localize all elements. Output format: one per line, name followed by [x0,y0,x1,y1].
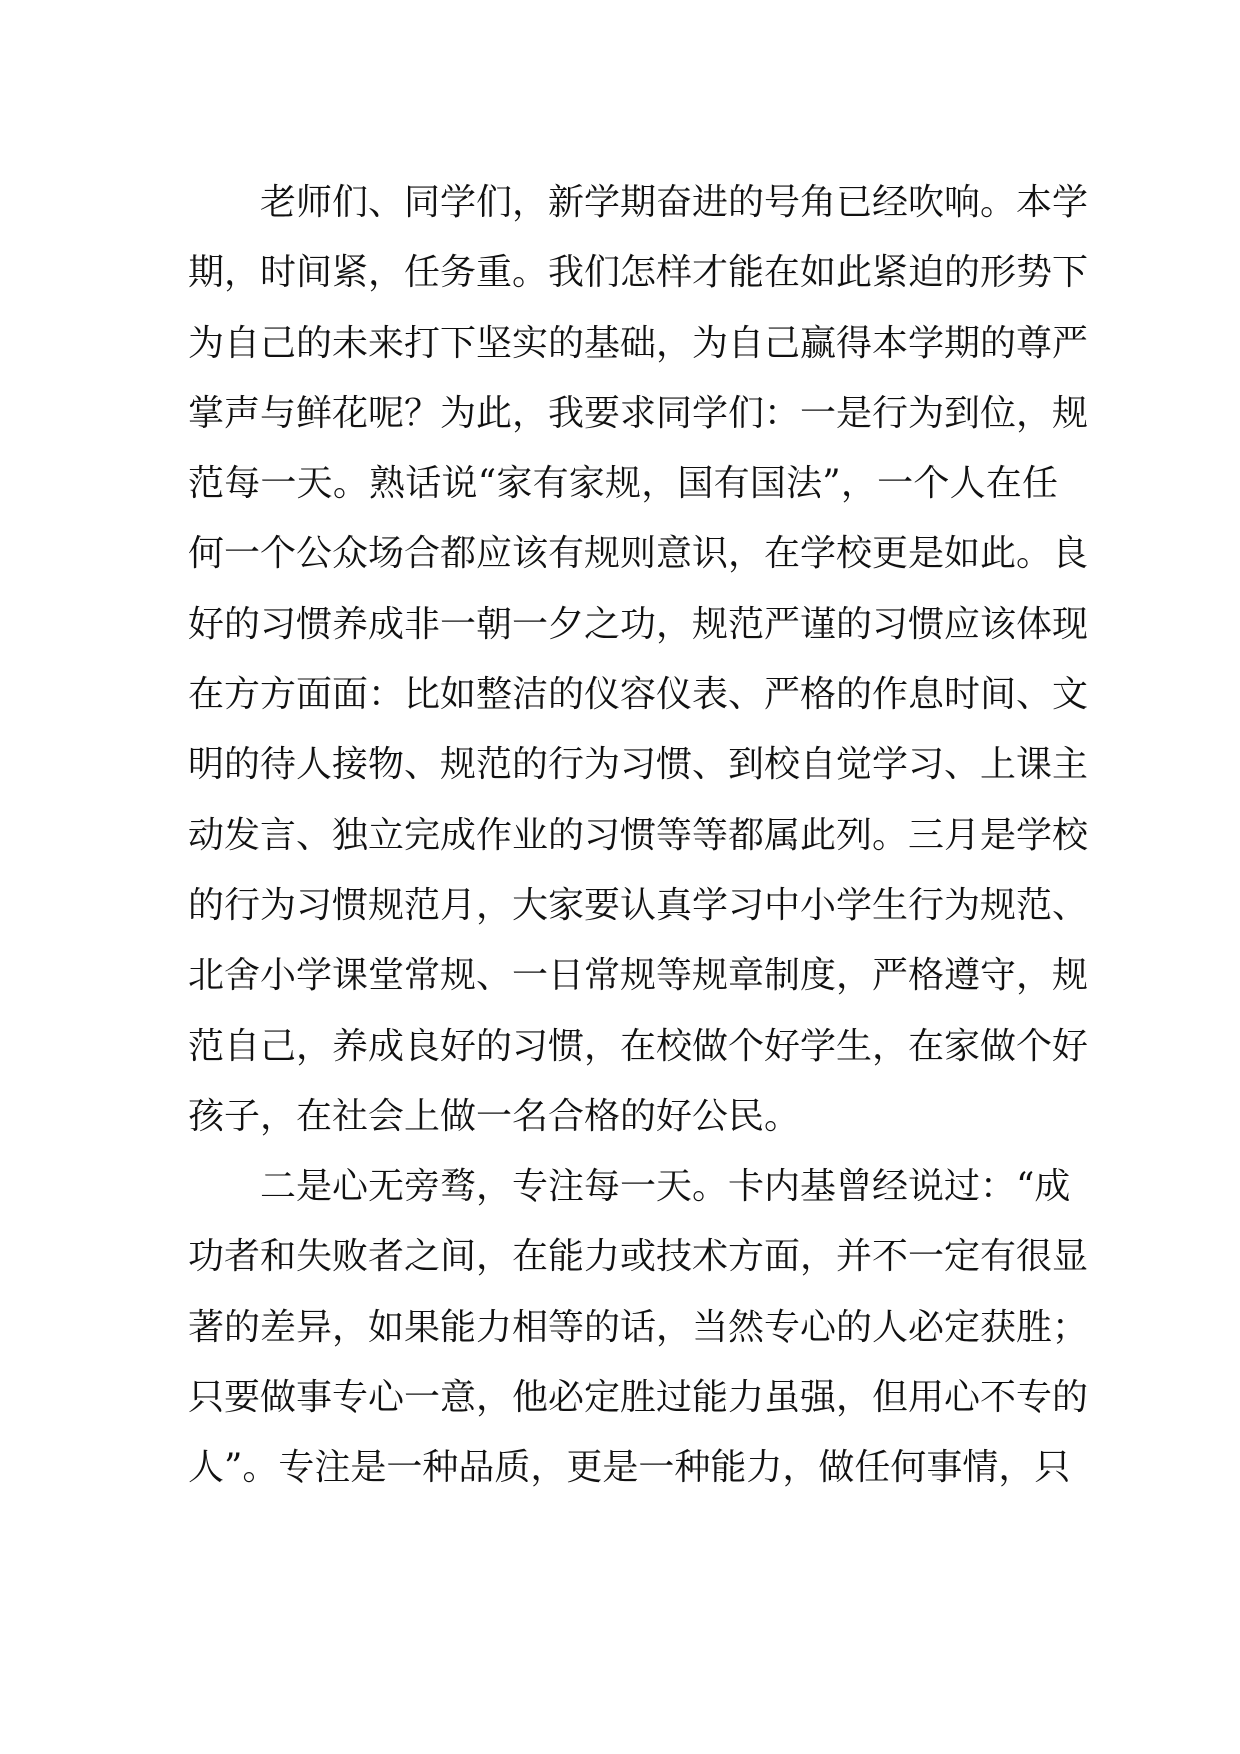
text-line: 二是心无旁骛，专注每一天。卡内基曾经说过：“成 [260,1166,1071,1208]
text-line: 为自己的未来打下坚实的基础，为自己赢得本学期的尊严 [188,322,1089,364]
text-line: 范每一天。熟话说“家有家规，国有国法”，一个人在任 [188,463,1058,505]
body-text [188,168,1089,1504]
text-line: 掌声与鲜花呢？为此，我要求同学们：一是行为到位，规 [188,392,1089,434]
text-line: 好的习惯养成非一朝一夕之功，规范严谨的习惯应该体现 [188,603,1089,645]
text-line: 老师们、同学们，新学期奋进的号角已经吹响。本学 [260,182,1089,223]
text-line: 功者和失败者之间，在能力或技术方面，并不一定有很显 [188,1236,1089,1278]
text-line: 明的待人接物、规范的行为习惯、到校自觉学习、上课主 [188,744,1089,786]
text-line: 只要做事专心一意，他必定胜过能力虽强，但用心不专的 [188,1377,1089,1419]
text-line: 著的差异，如果能力相等的话，当然专心的人必定获胜； [188,1306,1089,1348]
paragraph-2 [188,1152,1089,1503]
text-line: 北舍小学课堂常规、一日常规等规章制度，严格遵守，规 [188,955,1089,997]
paragraph-1 [188,168,1089,1152]
text-line: 范自己，养成良好的习惯，在校做个好学生，在家做个好 [188,1025,1089,1067]
text-line: 人”。专注是一种品质，更是一种能力，做任何事情，只 [188,1447,1071,1489]
text-line: 何一个公众场合都应该有规则意识，在学校更是如此。良 [188,533,1089,575]
text-line: 动发言、独立完成作业的习惯等等都属此列。三月是学校 [188,814,1089,856]
text-line: 期，时间紧，任务重。我们怎样才能在如此紧迫的形势下 [188,252,1089,294]
text-line: 的行为习惯规范月，大家要认真学习中小学生行为规范、 [188,884,1089,926]
text-line: 孩子，在社会上做一名合格的好公民。 [188,1095,801,1137]
text-line: 在方方面面：比如整洁的仪容仪表、严格的作息时间、文 [188,674,1089,716]
